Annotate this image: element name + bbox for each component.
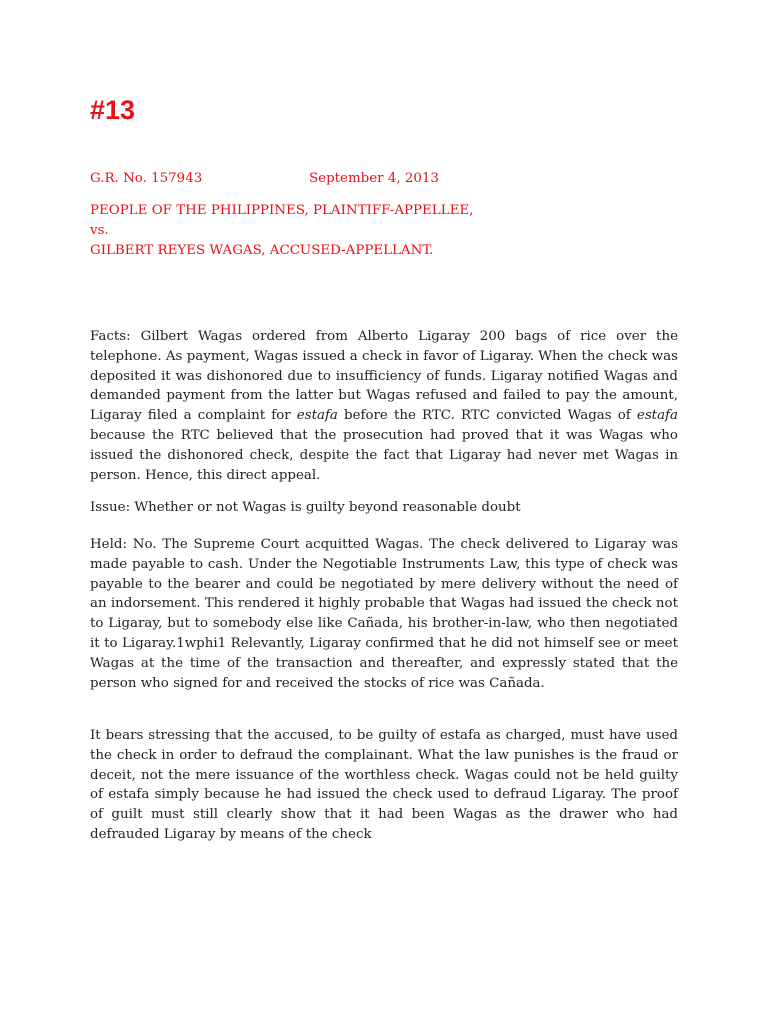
facts-text-2: before the RTC. RTC convicted Wagas of	[337, 408, 637, 424]
plaintiff-line: PEOPLE OF THE PHILIPPINES, PLAINTIFF-APPELLEE,	[90, 203, 474, 218]
stressing-paragraph: It bears stressing that the accused, to be guilty of estafa as charged, must have used the check in order to defraud the complainant. What the law punishes is the fraud or deceit, not the mere issuance of the worthless check. Wagas could not be held guilty of estafa simply because he had issued the check used to defraud Ligaray. The proof of guilt must still clearly show that it had been Wagas as the drawer who had defrauded Ligaray by means of the check	[90, 728, 678, 842]
case-parties	[90, 201, 473, 261]
issue-paragraph: Issue: Whether or not Wagas is guilty beyond reasonable doubt	[90, 500, 521, 515]
facts-paragraph	[90, 327, 678, 485]
versus-line: vs.	[90, 223, 109, 238]
facts-text-3: because the RTC believed that the prosecution had proved that it was Wagas who issued the dishonored check, despite the fact that Ligaray had never met Wagas in person. Hence, this direct appeal.	[90, 427, 678, 483]
case-number-heading: #13	[90, 95, 136, 125]
held-paragraph: Held: No. The Supreme Court acquitted Wagas. The check delivered to Ligaray was made payable to cash. Under the Negotiable Instruments Law, this type of check was payable to the bearer and could be negotiated by mere delivery without the need of an indorsement. This rendered it highly probable that Wagas had issued the check not to Ligaray, but to somebody else like Cañada, his brother-in-law, who then negotiated it to Ligaray.1wphi1 Relevantly, Ligaray confirmed that he did not himself see or meet Wagas at the time of the transaction and thereafter, and expressly stated that the person who signed for and received the stocks of rice was Cañada.	[90, 537, 678, 691]
facts-text-1: Facts: Gilbert Wagas ordered from Alberto Ligaray 200 bags of rice over the telephone. As payment, Wagas issued a check in favor of Ligaray. When the check was deposited it was dishonored due to insufficiency of funds. Ligaray notified Wagas and demanded payment from the latter but Wagas refused and failed to pay the amount, Ligaray filed a complaint for	[90, 329, 678, 424]
facts-italic-estafa-2: estafa	[636, 408, 678, 424]
gr-number: G.R. No. 157943	[90, 171, 203, 186]
decision-date: September 4, 2013	[309, 171, 439, 186]
accused-line: GILBERT REYES WAGAS, ACCUSED-APPELLANT.	[90, 243, 434, 258]
facts-italic-estafa-1: estafa	[296, 408, 338, 424]
case-reference-line	[90, 169, 439, 189]
